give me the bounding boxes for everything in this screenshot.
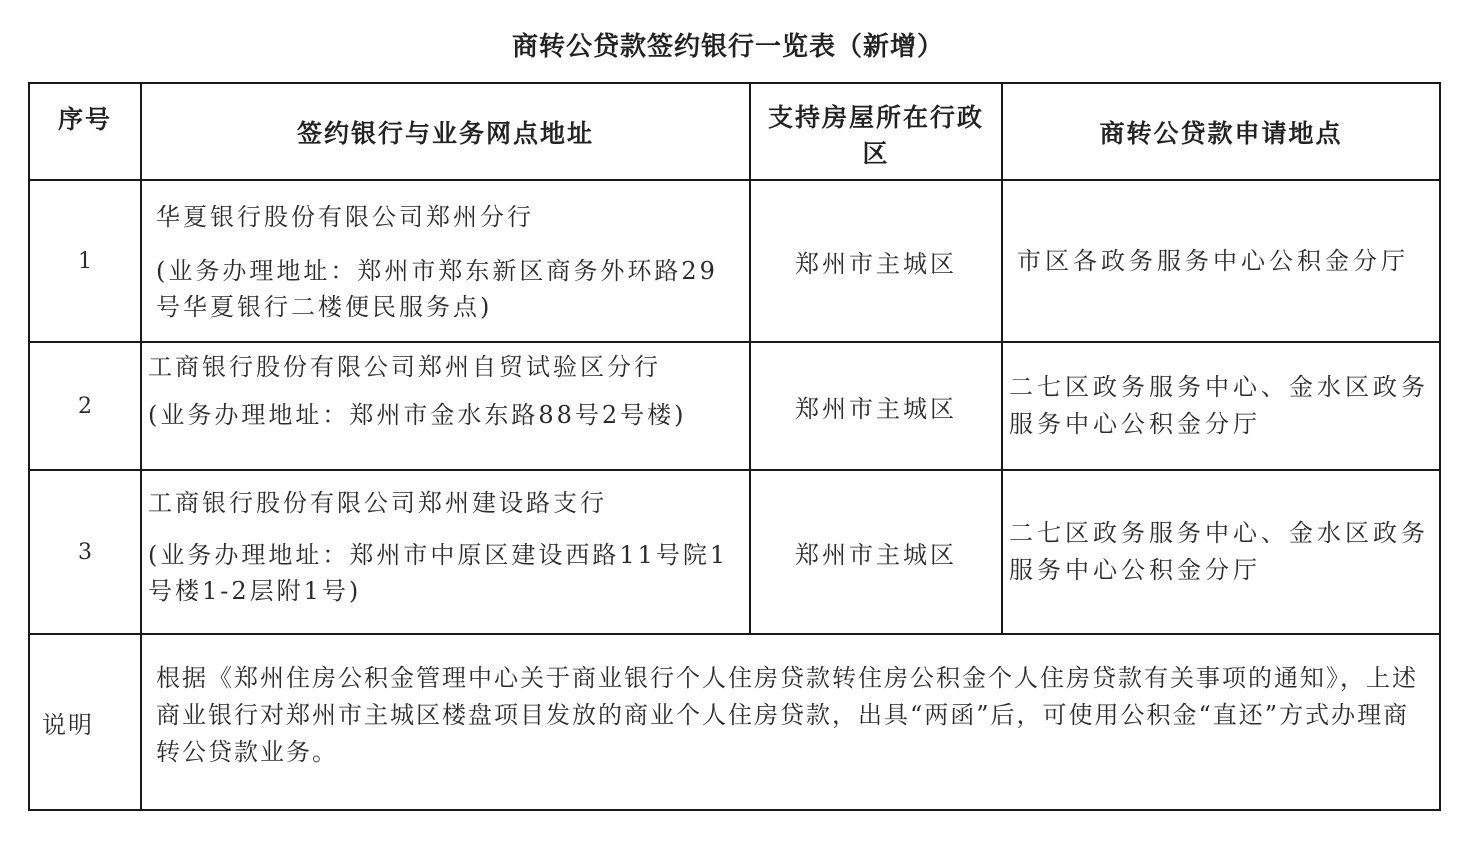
- page-title: 商转公贷款签约银行一览表（新增）: [511, 32, 944, 62]
- table-row: [29, 180, 1440, 342]
- row-bank: [141, 180, 750, 342]
- note-text: 根据《郑州住房公积金管理中心关于商业银行个人住房贷款转住房公积金个人住房贷款有关事项的通知》，上述商业银行对郑州市主城区楼盘项目发放的商业个人住房贷款，出具“两函”后，可使用公积金“直还”方式办理商转公贷款业务。: [141, 634, 1440, 810]
- bank-address: (业务办理地址：郑州市金水东路88号2号楼): [148, 401, 687, 429]
- row-bank: [141, 470, 750, 634]
- header-row: [29, 83, 1440, 180]
- bank-name: 工商银行股份有限公司郑州建设路支行: [148, 489, 607, 517]
- row-area: 郑州市主城区: [750, 180, 1002, 342]
- bank-name: 华夏银行股份有限公司郑州分行: [156, 203, 534, 231]
- bank-table: [28, 82, 1441, 811]
- header-area: 支持房屋所在行政区: [750, 83, 1002, 180]
- row-place: 二七区政务服务中心、金水区政务服务中心公积金分厅: [1002, 470, 1440, 634]
- header-seq: 序号: [29, 83, 141, 180]
- bank-address: (业务办理地址：郑州市中原区建设西路11号院1号楼1-2层附1号): [148, 541, 729, 605]
- note-row: [29, 634, 1440, 810]
- bank-name: 工商银行股份有限公司郑州自贸试验区分行: [148, 353, 661, 381]
- bank-address: (业务办理地址：郑州市郑东新区商务外环路29号华夏银行二楼便民服务点): [156, 257, 718, 321]
- row-place: 二七区政务服务中心、金水区政务服务中心公积金分厅: [1002, 342, 1440, 470]
- row-seq: 3: [29, 470, 141, 634]
- row-seq: 1: [29, 180, 141, 342]
- row-area: 郑州市主城区: [750, 470, 1002, 634]
- table-row: [29, 470, 1440, 634]
- header-place: 商转公贷款申请地点: [1002, 83, 1440, 180]
- note-label: 说明: [29, 634, 141, 810]
- row-bank: [141, 342, 750, 470]
- row-area: 郑州市主城区: [750, 342, 1002, 470]
- header-bank: 签约银行与业务网点地址: [141, 83, 750, 180]
- row-place: 市区各政务服务中心公积金分厅: [1002, 180, 1440, 342]
- table-row: [29, 342, 1440, 470]
- row-seq: 2: [29, 342, 141, 470]
